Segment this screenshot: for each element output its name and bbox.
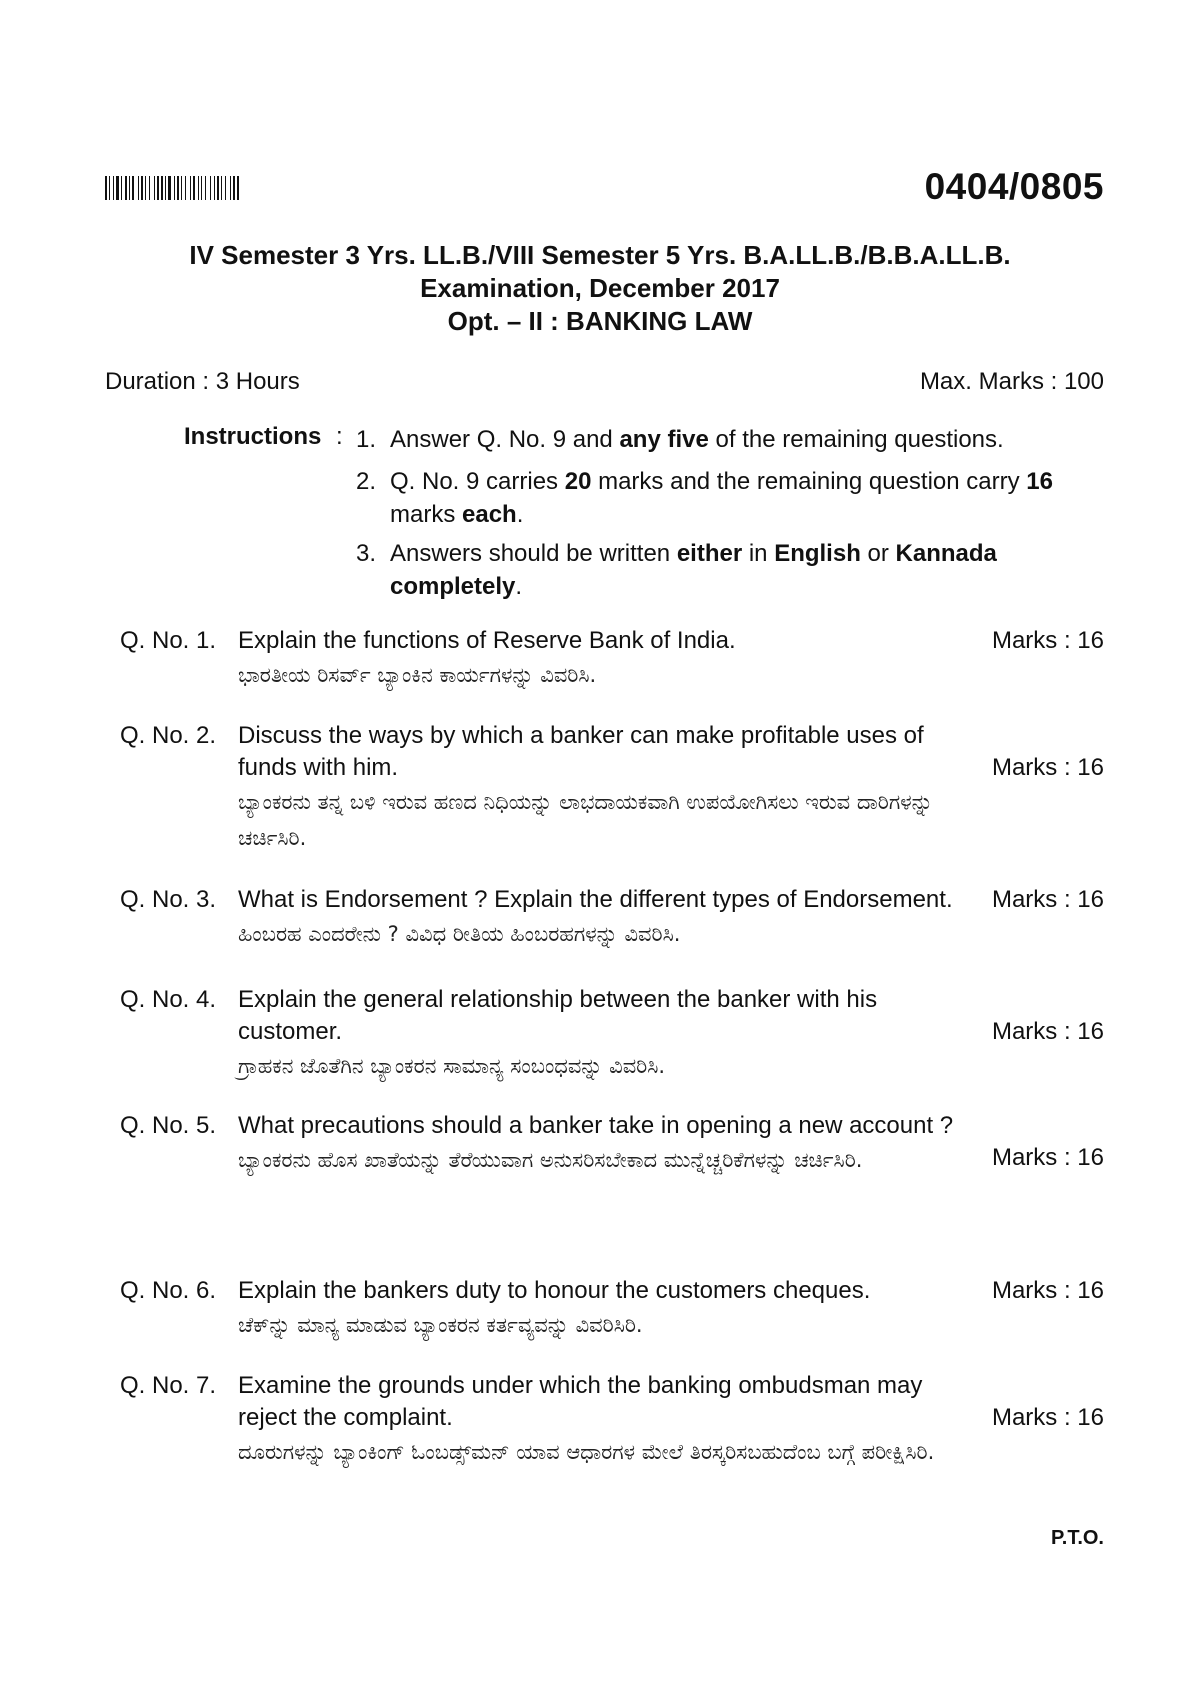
question-marks: Marks : 16 — [991, 886, 1104, 913]
question-text: Examine the grounds under which the banking ombudsman may reject the complaint. — [238, 1372, 923, 1431]
instructions-label: Instructions — [184, 423, 322, 450]
question-marks: Marks : 16 — [991, 754, 1104, 781]
question-marks: Marks : 16 — [991, 1018, 1104, 1045]
exam-title — [0, 239, 1200, 338]
question-marks: Marks : 16 — [991, 627, 1104, 654]
question-text-block — [238, 1275, 978, 1343]
instruction-text: Answers should be written either in English or Kannada completely. — [390, 540, 997, 600]
question-text-block — [238, 1110, 978, 1178]
question-number: Q. No. 4. — [120, 986, 217, 1013]
question-text-block — [238, 884, 998, 952]
question-number: Q. No. 5. — [120, 1112, 217, 1139]
instruction-text: Answer Q. No. 9 and any five of the remaining questions. — [390, 426, 1004, 453]
instruction-item — [356, 423, 1056, 456]
title-line-2: Examination, December 2017 — [420, 273, 780, 303]
question-number: Q. No. 6. — [120, 1277, 217, 1304]
question-number: Q. No. 2. — [120, 722, 217, 749]
question-kannada: ಚೆಕ್‌ನ್ನು ಮಾನ್ಯ ಮಾಡುವ ಬ್ಯಾಂಕರನ ಕರ್ತವ್ಯವನ್ನು ವಿವರಿಸಿರಿ. — [238, 1313, 643, 1337]
question-kannada: ಬ್ಯಾಂಕರನು ಹೊಸ ಖಾತೆಯನ್ನು ತೆರೆಯುವಾಗ ಅನುಸರಿಸಬೇಕಾದ ಮುನ್ನೆಚ್ಚರಿಕೆಗಳನ್ನು ಚರ್ಚಿಸಿರಿ. — [238, 1148, 863, 1172]
instruction-item — [356, 465, 1056, 531]
question-text: What is Endorsement ? Explain the different types of Endorsement. — [238, 886, 953, 913]
instruction-number: 2. — [356, 468, 377, 495]
question-marks: Marks : 16 — [991, 1144, 1104, 1171]
question-text: Explain the bankers duty to honour the customers cheques. — [238, 1277, 871, 1304]
question-text-block — [238, 1370, 978, 1470]
question-kannada: ಗ್ರಾಹಕನ ಜೊತೆಗಿನ ಬ್ಯಾಂಕರನ ಸಾಮಾನ್ಯ ಸಂಬಂಧವನ್ನು ವಿವರಿಸಿ. — [238, 1054, 666, 1078]
question-text: Explain the general relationship between the banker with his customer. — [238, 986, 878, 1045]
title-line-3: Opt. – II : BANKING LAW — [447, 306, 753, 336]
question-text: What precautions should a banker take in opening a new account ? — [238, 1112, 954, 1139]
max-marks: Max. Marks : 100 — [919, 368, 1104, 395]
question-number: Q. No. 3. — [120, 886, 217, 913]
barcode — [105, 176, 331, 200]
instructions-colon: : — [336, 423, 343, 450]
question-marks: Marks : 16 — [991, 1404, 1104, 1431]
page-turn-over: P.T.O. — [1051, 1527, 1104, 1549]
question-kannada: ಬ್ಯಾಂಕರನು ತನ್ನ ಬಳಿ ಇರುವ ಹಣದ ನಿಧಿಯನ್ನು ಲಾಭದಾಯಕವಾಗಿ ಉಪಯೋಗಿಸಲು ಇರುವ ದಾರಿಗಳನ್ನು ಚರ್ಚಿಸಿರಿ. — [238, 790, 933, 850]
question-text: Explain the functions of Reserve Bank of India. — [238, 627, 736, 654]
paper-code: 0404/0805 — [924, 166, 1104, 207]
question-text-block — [238, 720, 978, 856]
duration: Duration : 3 Hours — [105, 368, 300, 395]
question-text: Discuss the ways by which a banker can make profitable uses of funds with him. — [238, 722, 924, 781]
title-line-1: IV Semester 3 Yrs. LL.B./VIII Semester 5 Yrs. B.A.LL.B./B.B.A.LL.B. — [189, 240, 1011, 270]
instruction-text: Q. No. 9 carries 20 marks and the remaining question carry 16 marks each. — [390, 468, 1053, 528]
instruction-number: 3. — [356, 540, 377, 567]
question-text-block — [238, 625, 978, 693]
instruction-number: 1. — [356, 426, 377, 453]
question-text-block — [238, 984, 978, 1084]
instruction-item — [356, 537, 1056, 603]
question-kannada: ದೂರುಗಳನ್ನು ಬ್ಯಾಂಕಿಂಗ್ ಓಂಬಡ್ಸ್‌ಮನ್ ಯಾವ ಆಧಾರಗಳ ಮೇಲೆ ತಿರಸ್ಕರಿಸಬಹುದೆಂಬ ಬಗ್ಗೆ ಪರೀಕ್ಷಿಸಿರಿ. — [238, 1440, 935, 1464]
question-number: Q. No. 7. — [120, 1372, 217, 1399]
question-number: Q. No. 1. — [120, 627, 217, 654]
question-kannada: ಭಾರತೀಯ ರಿಸರ್ವ್ ಬ್ಯಾಂಕಿನ ಕಾರ್ಯಗಳನ್ನು ವಿವರಿಸಿ. — [238, 663, 597, 687]
question-kannada: ಹಿಂಬರಹ ಎಂದರೇನು ? ವಿವಿಧ ರೀತಿಯ ಹಿಂಬರಹಗಳನ್ನು ವಿವರಿಸಿ. — [238, 922, 681, 946]
question-marks: Marks : 16 — [991, 1277, 1104, 1304]
